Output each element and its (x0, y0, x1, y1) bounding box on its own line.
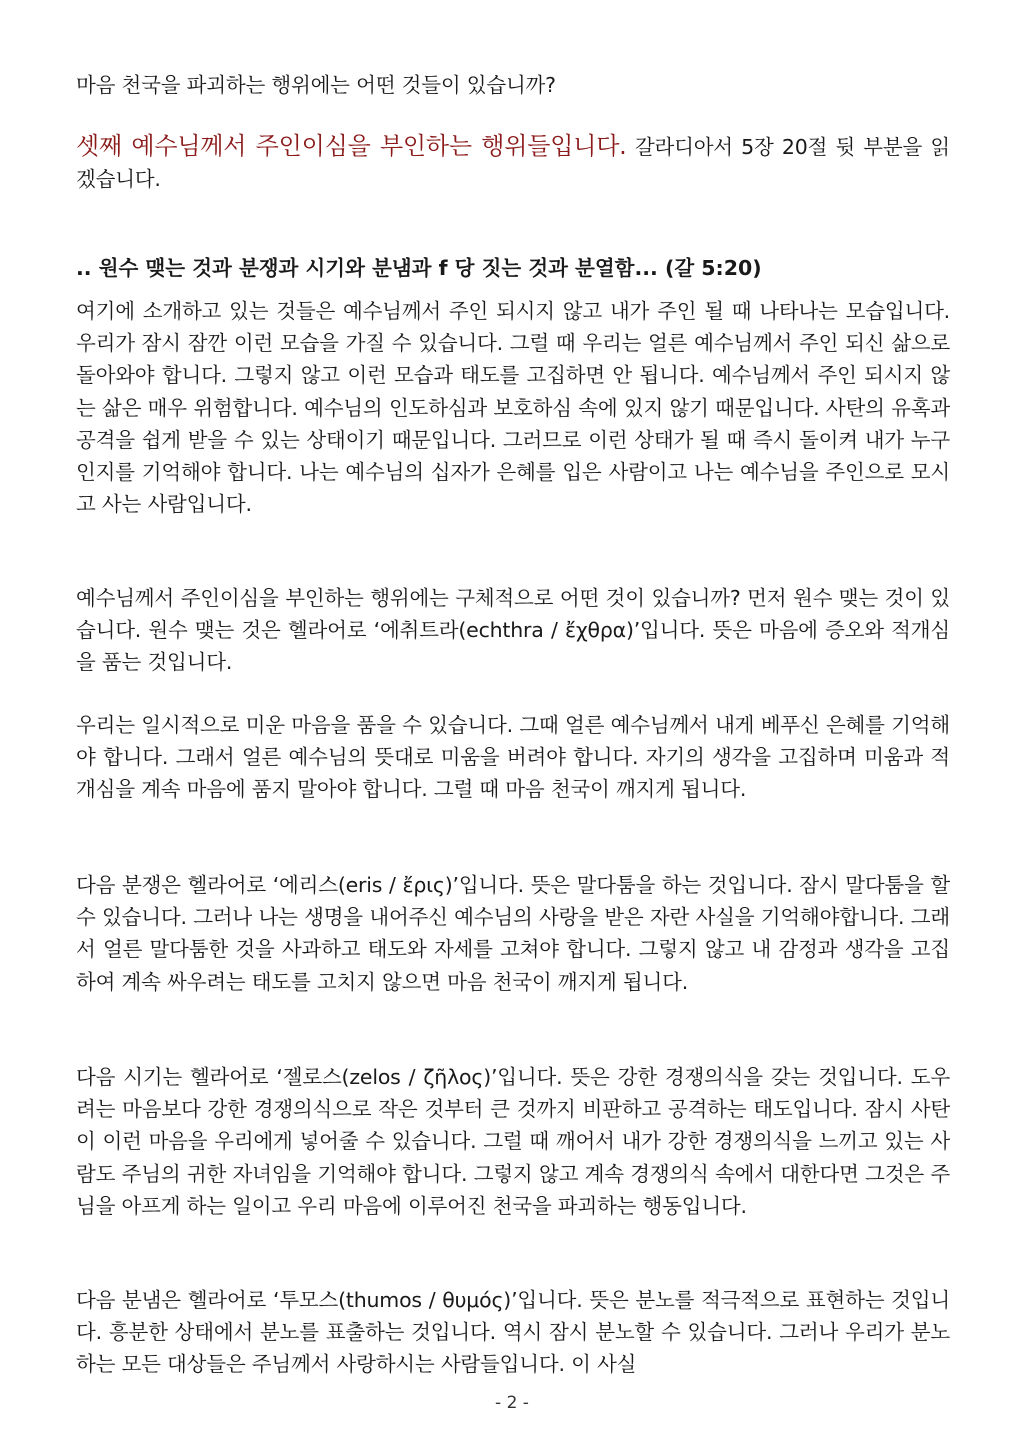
question-text: 마음 천국을 파괴하는 행위에는 어떤 것들이 있습니까? (76, 73, 556, 97)
body-paragraph: 다음 분쟁은 헬라어로 ‘에리스(eris / ἔρις)’입니다. 뜻은 말다툼을 하는 것입니다. 잠시 말다툼을 할 수 있습니다. 그러나 나는 생명을 내어주신 예수님의 사랑을 받은 자란 사실을 기억해야합니다. 그래서 얼른 말다툼한 것을 사과하고 태도와 자세를 고쳐야 합니다. 그렇지 않고 내 감정과 생각을 고집하여 계속 싸우려는 태도를 고치지 않으면 마음 천국이 깨지게 됩니다. (76, 873, 950, 994)
body-paragraph: 예수님께서 주인이심을 부인하는 행위에는 구체적으로 어떤 것이 있습니까? 먼저 원수 맺는 것이 있습니다. 원수 맺는 것은 헬라어로 ‘에취트라(echthra / ἔχθρα)’입니다. 뜻은 마음에 증오와 적개심을 품는 것입니다. (76, 586, 950, 675)
body-paragraph: 다음 분냄은 헬라어로 ‘투모스(thumos / θυμός)’입니다. 뜻은 분노를 적극적으로 표현하는 것입니다. 흥분한 상태에서 분노를 표출하는 것입니다. 역시 잠시 분노할 수 있습니다. 그러나 우리가 분노하는 모든 대상들은 주님께서 사랑하시는 사람들입니다. 이 사실 (76, 1288, 950, 1377)
section-heading: 셋째 예수님께서 주인이심을 부인하는 행위들입니다. (76, 132, 627, 160)
body-paragraph: 다음 시기는 헬라어로 ‘젤로스(zelos / ζῆλος)’입니다. 뜻은 강한 경쟁의식을 갖는 것입니다. 도우려는 마음보다 강한 경쟁의식으로 작은 것부터 큰 것까지 비판하고 공격하는 태도입니다. 잠시 사탄이 이런 마음을 우리에게 넣어줄 수 있습니다. 그럴 때 깨어서 내가 강한 경쟁의식을 느끼고 있는 사람도 주님의 귀한 자녀임을 기억해야 합니다. 그렇지 않고 계속 경쟁의식 속에서 대한다면 그것은 주님을 아프게 하는 일이고 우리 마음에 이루어진 천국을 파괴하는 행동입니다. (76, 1065, 950, 1218)
body-paragraph: 우리는 일시적으로 미운 마음을 품을 수 있습니다. 그때 얼른 예수님께서 내게 베푸신 은혜를 기억해야 합니다. 그래서 얼른 예수님의 뜻대로 미움을 버려야 합니다. 자기의 생각을 고집하며 미움과 적개심을 계속 마음에 품지 말아야 합니다. 그럴 때 마음 천국이 깨지게 됩니다. (76, 713, 950, 802)
section-heading-continuation: 갈라디아서 5장 20절 뒷 부분을 읽겠습니다. (76, 135, 950, 192)
third-section-paragraph (76, 130, 950, 195)
scripture-quote: .. 원수 맺는 것과 분쟁과 시기와 분냄과 f 당 짓는 것과 분열함... (갈 5:20) (76, 255, 762, 280)
body-paragraph: 여기에 소개하고 있는 것들은 예수님께서 주인 되시지 않고 내가 주인 될 때 나타나는 모습입니다. 우리가 잠시 잠깐 이런 모습을 가질 수 있습니다. 그럴 때 우리는 얼른 예수님께서 주인 되신 삶으로 돌아와야 합니다. 그렇지 않고 이런 모습과 태도를 고집하면 안 됩니다. 예수님께서 주인 되시지 않는 삶은 매우 위험합니다. 예수님의 인도하심과 보호하심 속에 있지 않기 때문입니다. 사탄의 유혹과 공격을 쉽게 받을 수 있는 상태이기 때문입니다. 그러므로 이런 상태가 될 때 즉시 돌이켜 내가 누구인지를 기억해야 합니다. 나는 예수님의 십자가 은혜를 입은 사람이고 나는 예수님을 주인으로 모시고 사는 사람입니다. (76, 299, 950, 517)
page-number: - 2 - (495, 1393, 529, 1413)
